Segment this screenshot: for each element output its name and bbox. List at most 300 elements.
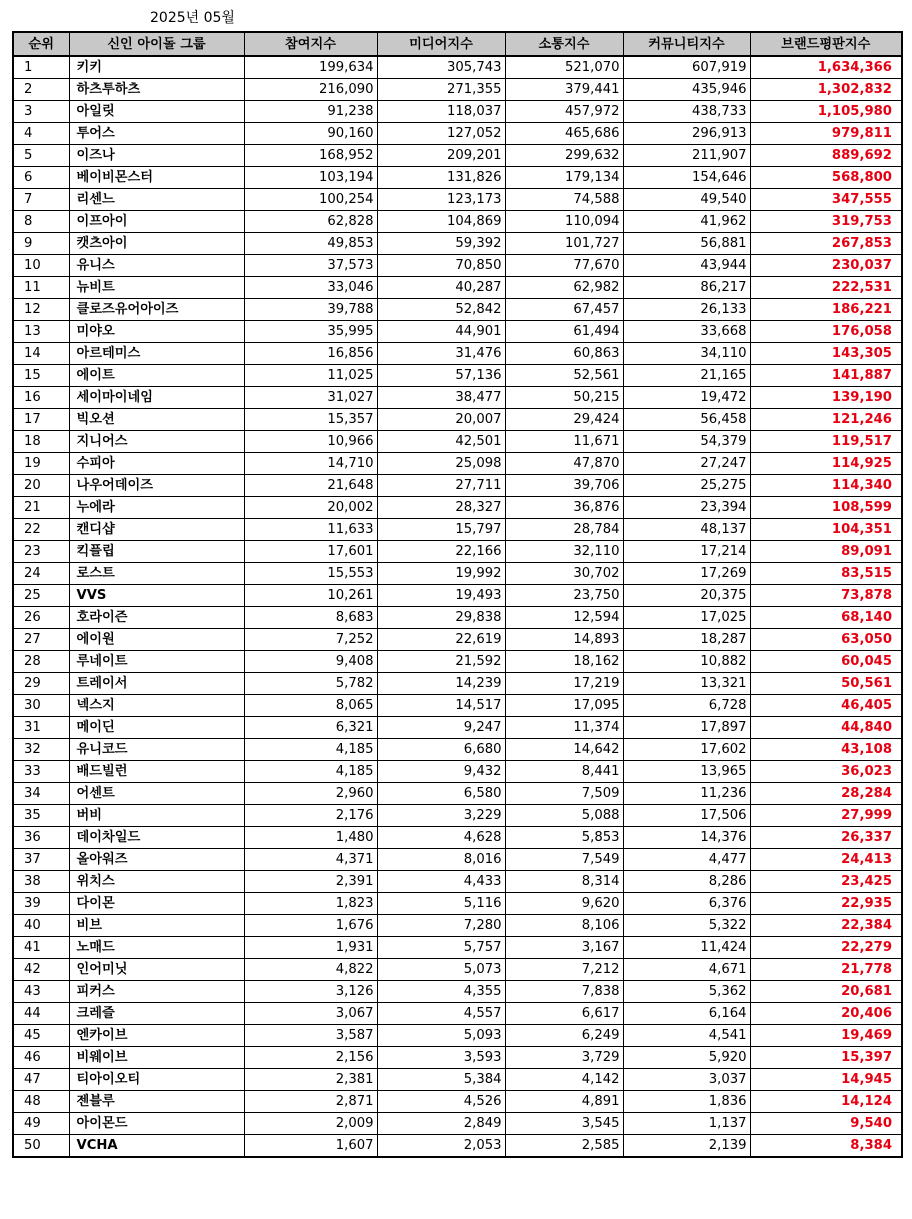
media-cell: 70,850 (377, 255, 505, 277)
community-cell: 1,137 (623, 1113, 750, 1135)
participation-cell: 35,995 (244, 321, 377, 343)
media-cell: 2,053 (377, 1135, 505, 1158)
table-row (13, 541, 902, 563)
media-cell: 21,592 (377, 651, 505, 673)
participation-cell: 15,553 (244, 563, 377, 585)
communication-cell: 52,561 (505, 365, 623, 387)
media-cell: 19,992 (377, 563, 505, 585)
group-name-cell: 키키 (69, 56, 244, 79)
brand-reputation-cell: 73,878 (750, 585, 902, 607)
media-cell: 9,247 (377, 717, 505, 739)
communication-cell: 77,670 (505, 255, 623, 277)
communication-cell: 18,162 (505, 651, 623, 673)
rank-cell: 23 (13, 541, 69, 563)
table-row (13, 167, 902, 189)
rank-cell: 40 (13, 915, 69, 937)
communication-cell: 50,215 (505, 387, 623, 409)
participation-cell: 1,931 (244, 937, 377, 959)
community-cell: 17,025 (623, 607, 750, 629)
communication-cell: 14,642 (505, 739, 623, 761)
communication-cell: 110,094 (505, 211, 623, 233)
media-cell: 5,116 (377, 893, 505, 915)
participation-cell: 216,090 (244, 79, 377, 101)
group-name-cell: 누에라 (69, 497, 244, 519)
brand-reputation-cell: 14,945 (750, 1069, 902, 1091)
brand-reputation-cell: 139,190 (750, 387, 902, 409)
media-cell: 6,680 (377, 739, 505, 761)
rank-cell: 34 (13, 783, 69, 805)
rank-cell: 5 (13, 145, 69, 167)
brand-reputation-cell: 222,531 (750, 277, 902, 299)
rank-cell: 46 (13, 1047, 69, 1069)
communication-cell: 7,549 (505, 849, 623, 871)
participation-cell: 2,009 (244, 1113, 377, 1135)
group-name-cell: 버비 (69, 805, 244, 827)
brand-reputation-cell: 68,140 (750, 607, 902, 629)
communication-cell: 9,620 (505, 893, 623, 915)
table-row (13, 805, 902, 827)
rank-cell: 37 (13, 849, 69, 871)
communication-cell: 521,070 (505, 56, 623, 79)
group-name-cell: 클로즈유어아이즈 (69, 299, 244, 321)
media-cell: 14,517 (377, 695, 505, 717)
community-cell: 19,472 (623, 387, 750, 409)
rank-cell: 9 (13, 233, 69, 255)
brand-reputation-cell: 83,515 (750, 563, 902, 585)
brand-reputation-cell: 1,302,832 (750, 79, 902, 101)
rank-cell: 20 (13, 475, 69, 497)
group-name-cell: 비웨이브 (69, 1047, 244, 1069)
table-row (13, 519, 902, 541)
communication-cell: 379,441 (505, 79, 623, 101)
communication-cell: 11,671 (505, 431, 623, 453)
community-cell: 26,133 (623, 299, 750, 321)
group-name-cell: 미야오 (69, 321, 244, 343)
participation-cell: 20,002 (244, 497, 377, 519)
participation-cell: 16,856 (244, 343, 377, 365)
table-row (13, 739, 902, 761)
brand-reputation-cell: 22,384 (750, 915, 902, 937)
rank-cell: 24 (13, 563, 69, 585)
communication-cell: 23,750 (505, 585, 623, 607)
media-cell: 3,229 (377, 805, 505, 827)
table-row (13, 299, 902, 321)
communication-cell: 30,702 (505, 563, 623, 585)
rank-cell: 16 (13, 387, 69, 409)
participation-cell: 8,683 (244, 607, 377, 629)
header-communication: 소통지수 (505, 32, 623, 56)
rank-cell: 27 (13, 629, 69, 651)
participation-cell: 31,027 (244, 387, 377, 409)
brand-reputation-cell: 104,351 (750, 519, 902, 541)
participation-cell: 1,823 (244, 893, 377, 915)
participation-cell: 4,185 (244, 761, 377, 783)
group-name-cell: 나우어데이즈 (69, 475, 244, 497)
communication-cell: 2,585 (505, 1135, 623, 1158)
participation-cell: 3,587 (244, 1025, 377, 1047)
group-name-cell: 킥플립 (69, 541, 244, 563)
participation-cell: 2,156 (244, 1047, 377, 1069)
table-row (13, 497, 902, 519)
communication-cell: 39,706 (505, 475, 623, 497)
brand-reputation-cell: 267,853 (750, 233, 902, 255)
communication-cell: 62,982 (505, 277, 623, 299)
group-name-cell: 루네이트 (69, 651, 244, 673)
rank-cell: 45 (13, 1025, 69, 1047)
group-name-cell: 이프아이 (69, 211, 244, 233)
media-cell: 25,098 (377, 453, 505, 475)
community-cell: 34,110 (623, 343, 750, 365)
community-cell: 4,671 (623, 959, 750, 981)
table-row (13, 387, 902, 409)
participation-cell: 11,633 (244, 519, 377, 541)
rank-cell: 8 (13, 211, 69, 233)
community-cell: 33,668 (623, 321, 750, 343)
participation-cell: 10,261 (244, 585, 377, 607)
community-cell: 56,881 (623, 233, 750, 255)
brand-reputation-cell: 114,925 (750, 453, 902, 475)
brand-reputation-cell: 22,935 (750, 893, 902, 915)
table-row (13, 79, 902, 101)
rank-cell: 22 (13, 519, 69, 541)
participation-cell: 1,607 (244, 1135, 377, 1158)
community-cell: 17,506 (623, 805, 750, 827)
header-participation: 참여지수 (244, 32, 377, 56)
community-cell: 23,394 (623, 497, 750, 519)
brand-reputation-cell: 27,999 (750, 805, 902, 827)
rank-cell: 50 (13, 1135, 69, 1158)
table-row (13, 695, 902, 717)
community-cell: 54,379 (623, 431, 750, 453)
rank-cell: 31 (13, 717, 69, 739)
table-row (13, 651, 902, 673)
rank-cell: 6 (13, 167, 69, 189)
media-cell: 131,826 (377, 167, 505, 189)
media-cell: 305,743 (377, 56, 505, 79)
participation-cell: 2,960 (244, 783, 377, 805)
communication-cell: 61,494 (505, 321, 623, 343)
brand-reputation-cell: 121,246 (750, 409, 902, 431)
brand-reputation-cell: 186,221 (750, 299, 902, 321)
table-row (13, 1113, 902, 1135)
group-name-cell: 배드빌런 (69, 761, 244, 783)
group-name-cell: 호라이즌 (69, 607, 244, 629)
brand-reputation-cell: 889,692 (750, 145, 902, 167)
media-cell: 38,477 (377, 387, 505, 409)
community-cell: 27,247 (623, 453, 750, 475)
brand-reputation-cell: 36,023 (750, 761, 902, 783)
table-row (13, 849, 902, 871)
brand-reputation-cell: 119,517 (750, 431, 902, 453)
participation-cell: 3,067 (244, 1003, 377, 1025)
participation-cell: 168,952 (244, 145, 377, 167)
community-cell: 5,920 (623, 1047, 750, 1069)
participation-cell: 4,185 (244, 739, 377, 761)
brand-reputation-cell: 26,337 (750, 827, 902, 849)
table-row (13, 1135, 902, 1158)
group-name-cell: 인어미닛 (69, 959, 244, 981)
community-cell: 18,287 (623, 629, 750, 651)
brand-reputation-cell: 20,681 (750, 981, 902, 1003)
media-cell: 29,838 (377, 607, 505, 629)
community-cell: 435,946 (623, 79, 750, 101)
media-cell: 271,355 (377, 79, 505, 101)
communication-cell: 47,870 (505, 453, 623, 475)
table-row (13, 145, 902, 167)
group-name-cell: 아르테미스 (69, 343, 244, 365)
group-name-cell: 크레즐 (69, 1003, 244, 1025)
rank-cell: 39 (13, 893, 69, 915)
communication-cell: 4,142 (505, 1069, 623, 1091)
media-cell: 14,239 (377, 673, 505, 695)
media-cell: 44,901 (377, 321, 505, 343)
community-cell: 43,944 (623, 255, 750, 277)
communication-cell: 7,509 (505, 783, 623, 805)
table-row (13, 343, 902, 365)
communication-cell: 17,219 (505, 673, 623, 695)
table-row (13, 629, 902, 651)
media-cell: 22,619 (377, 629, 505, 651)
header-brand-reputation: 브랜드평판지수 (750, 32, 902, 56)
report-month-title: 2025년 05월 (150, 10, 235, 26)
brand-reputation-cell: 20,406 (750, 1003, 902, 1025)
header-group: 신인 아이돌 그룹 (69, 32, 244, 56)
community-cell: 10,882 (623, 651, 750, 673)
group-name-cell: 넥스지 (69, 695, 244, 717)
community-cell: 6,728 (623, 695, 750, 717)
communication-cell: 74,588 (505, 189, 623, 211)
participation-cell: 1,480 (244, 827, 377, 849)
community-cell: 211,907 (623, 145, 750, 167)
table-row (13, 233, 902, 255)
group-name-cell: 캔디샵 (69, 519, 244, 541)
communication-cell: 101,727 (505, 233, 623, 255)
participation-cell: 37,573 (244, 255, 377, 277)
group-name-cell: 아일릿 (69, 101, 244, 123)
table-body (13, 56, 902, 1157)
group-name-cell: 노매드 (69, 937, 244, 959)
participation-cell: 62,828 (244, 211, 377, 233)
rank-cell: 41 (13, 937, 69, 959)
group-name-cell: 베이비몬스터 (69, 167, 244, 189)
communication-cell: 6,249 (505, 1025, 623, 1047)
group-name-cell: 젠블루 (69, 1091, 244, 1113)
rank-cell: 19 (13, 453, 69, 475)
group-name-cell: 투어스 (69, 123, 244, 145)
group-name-cell: 다이몬 (69, 893, 244, 915)
communication-cell: 17,095 (505, 695, 623, 717)
participation-cell: 91,238 (244, 101, 377, 123)
table-row (13, 453, 902, 475)
brand-reputation-cell: 1,105,980 (750, 101, 902, 123)
table-row (13, 783, 902, 805)
media-cell: 57,136 (377, 365, 505, 387)
group-name-cell: 캣츠아이 (69, 233, 244, 255)
media-cell: 2,849 (377, 1113, 505, 1135)
participation-cell: 7,252 (244, 629, 377, 651)
media-cell: 5,093 (377, 1025, 505, 1047)
table-row (13, 827, 902, 849)
participation-cell: 1,676 (244, 915, 377, 937)
table-row (13, 277, 902, 299)
table-row (13, 1047, 902, 1069)
brand-reputation-cell: 319,753 (750, 211, 902, 233)
rank-cell: 38 (13, 871, 69, 893)
group-name-cell: 비브 (69, 915, 244, 937)
community-cell: 8,286 (623, 871, 750, 893)
participation-cell: 9,408 (244, 651, 377, 673)
group-name-cell: 어센트 (69, 783, 244, 805)
community-cell: 4,541 (623, 1025, 750, 1047)
table-row (13, 673, 902, 695)
group-name-cell: 빅오션 (69, 409, 244, 431)
communication-cell: 299,632 (505, 145, 623, 167)
brand-reputation-cell: 28,284 (750, 783, 902, 805)
community-cell: 25,275 (623, 475, 750, 497)
communication-cell: 12,594 (505, 607, 623, 629)
table-row (13, 607, 902, 629)
participation-cell: 2,176 (244, 805, 377, 827)
community-cell: 438,733 (623, 101, 750, 123)
table-row (13, 431, 902, 453)
rank-cell: 18 (13, 431, 69, 453)
rank-cell: 7 (13, 189, 69, 211)
participation-cell: 10,966 (244, 431, 377, 453)
communication-cell: 8,106 (505, 915, 623, 937)
community-cell: 49,540 (623, 189, 750, 211)
communication-cell: 8,441 (505, 761, 623, 783)
community-cell: 56,458 (623, 409, 750, 431)
rank-cell: 30 (13, 695, 69, 717)
brand-reputation-cell: 143,305 (750, 343, 902, 365)
table-row (13, 1003, 902, 1025)
communication-cell: 465,686 (505, 123, 623, 145)
community-cell: 5,362 (623, 981, 750, 1003)
header-media: 미디어지수 (377, 32, 505, 56)
media-cell: 4,557 (377, 1003, 505, 1025)
media-cell: 6,580 (377, 783, 505, 805)
rank-cell: 26 (13, 607, 69, 629)
participation-cell: 49,853 (244, 233, 377, 255)
community-cell: 607,919 (623, 56, 750, 79)
table-row (13, 101, 902, 123)
community-cell: 3,037 (623, 1069, 750, 1091)
table-row (13, 1069, 902, 1091)
table-row (13, 981, 902, 1003)
community-cell: 17,602 (623, 739, 750, 761)
communication-cell: 179,134 (505, 167, 623, 189)
media-cell: 209,201 (377, 145, 505, 167)
community-cell: 5,322 (623, 915, 750, 937)
group-name-cell: 수피아 (69, 453, 244, 475)
media-cell: 15,797 (377, 519, 505, 541)
participation-cell: 39,788 (244, 299, 377, 321)
brand-reputation-cell: 176,058 (750, 321, 902, 343)
communication-cell: 457,972 (505, 101, 623, 123)
community-cell: 17,214 (623, 541, 750, 563)
participation-cell: 4,822 (244, 959, 377, 981)
rank-cell: 3 (13, 101, 69, 123)
media-cell: 127,052 (377, 123, 505, 145)
table-row (13, 563, 902, 585)
participation-cell: 3,126 (244, 981, 377, 1003)
table-row (13, 893, 902, 915)
communication-cell: 4,891 (505, 1091, 623, 1113)
media-cell: 4,433 (377, 871, 505, 893)
participation-cell: 11,025 (244, 365, 377, 387)
brand-reputation-cell: 141,887 (750, 365, 902, 387)
rank-cell: 42 (13, 959, 69, 981)
brand-reputation-cell: 8,384 (750, 1135, 902, 1158)
participation-cell: 90,160 (244, 123, 377, 145)
rank-cell: 44 (13, 1003, 69, 1025)
brand-reputation-cell: 979,811 (750, 123, 902, 145)
brand-reputation-cell: 568,800 (750, 167, 902, 189)
table-row (13, 123, 902, 145)
communication-cell: 7,212 (505, 959, 623, 981)
table-row (13, 475, 902, 497)
media-cell: 104,869 (377, 211, 505, 233)
table-row (13, 56, 902, 79)
rank-cell: 14 (13, 343, 69, 365)
group-name-cell: 티아이오티 (69, 1069, 244, 1091)
media-cell: 22,166 (377, 541, 505, 563)
group-name-cell: 트레이서 (69, 673, 244, 695)
communication-cell: 60,863 (505, 343, 623, 365)
brand-reputation-cell: 44,840 (750, 717, 902, 739)
rank-cell: 48 (13, 1091, 69, 1113)
rank-cell: 32 (13, 739, 69, 761)
media-cell: 9,432 (377, 761, 505, 783)
brand-reputation-cell: 9,540 (750, 1113, 902, 1135)
group-name-cell: VCHA (69, 1135, 244, 1158)
group-name-cell: 지니어스 (69, 431, 244, 453)
brand-reputation-table (12, 31, 903, 1158)
rank-cell: 47 (13, 1069, 69, 1091)
brand-reputation-cell: 50,561 (750, 673, 902, 695)
media-cell: 7,280 (377, 915, 505, 937)
group-name-cell: 엔카이브 (69, 1025, 244, 1047)
communication-cell: 6,617 (505, 1003, 623, 1025)
brand-reputation-cell: 24,413 (750, 849, 902, 871)
media-cell: 19,493 (377, 585, 505, 607)
community-cell: 41,962 (623, 211, 750, 233)
header-community: 커뮤니티지수 (623, 32, 750, 56)
rank-cell: 25 (13, 585, 69, 607)
communication-cell: 3,545 (505, 1113, 623, 1135)
table-row (13, 871, 902, 893)
community-cell: 11,424 (623, 937, 750, 959)
rank-cell: 13 (13, 321, 69, 343)
media-cell: 28,327 (377, 497, 505, 519)
rank-cell: 12 (13, 299, 69, 321)
community-cell: 14,376 (623, 827, 750, 849)
table-row (13, 365, 902, 387)
communication-cell: 3,167 (505, 937, 623, 959)
communication-cell: 32,110 (505, 541, 623, 563)
group-name-cell: 에이트 (69, 365, 244, 387)
community-cell: 17,269 (623, 563, 750, 585)
media-cell: 5,757 (377, 937, 505, 959)
communication-cell: 36,876 (505, 497, 623, 519)
participation-cell: 199,634 (244, 56, 377, 79)
community-cell: 20,375 (623, 585, 750, 607)
brand-reputation-cell: 114,340 (750, 475, 902, 497)
brand-reputation-cell: 19,469 (750, 1025, 902, 1047)
brand-reputation-cell: 60,045 (750, 651, 902, 673)
community-cell: 1,836 (623, 1091, 750, 1113)
media-cell: 4,628 (377, 827, 505, 849)
